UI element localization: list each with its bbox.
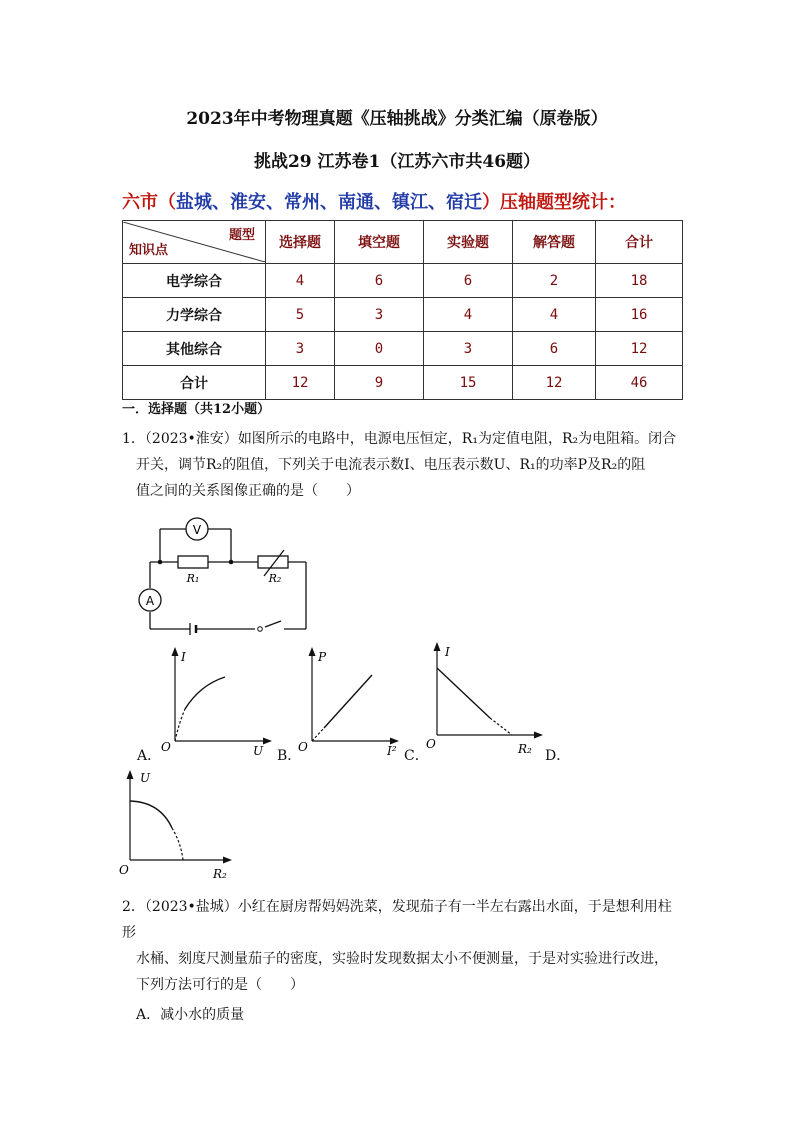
table-cell: 46 [596,366,683,400]
corner-bottom-label: 知识点 [129,243,169,258]
table-cell: 4 [266,264,335,298]
table-cell: 16 [596,298,683,332]
row-label: 电学综合 [123,264,266,298]
graph-b-y-label: P [318,650,327,664]
table-cell: 9 [335,366,424,400]
stats-heading-suffix: ）压轴题型统计： [482,192,626,213]
col-header: 解答题 [513,221,596,264]
doc-subtitle: 挑战29 江苏卷1（江苏六市共46题） [253,152,541,172]
table-cell: 2 [513,264,596,298]
table-row [123,366,683,400]
col-header: 合计 [596,221,683,264]
table-cell: 4 [424,298,513,332]
graph-b-x-label: I² [387,744,397,757]
col-header: 选择题 [266,221,335,264]
table-cell: 6 [335,264,424,298]
graph-a [155,645,275,757]
circuit-diagram [130,512,315,637]
graph-a-y-label: I [181,650,186,664]
section-title: 一．选择题（共12小题） [122,402,271,417]
graph-d-y-label: U [140,771,151,785]
table-cell: 3 [266,332,335,366]
table-cell: 12 [266,366,335,400]
row-label: 合计 [123,366,266,400]
question-1 [122,426,682,504]
table-cell: 6 [424,264,513,298]
graph-c-origin: O [426,737,436,751]
table-header-row [123,221,683,264]
table-cell: 12 [513,366,596,400]
table-row [123,332,683,366]
question-source: （2023•淮安） [144,431,238,447]
table-cell: 3 [335,298,424,332]
graph-d-origin: O [119,863,129,877]
table-cell: 0 [335,332,424,366]
row-label: 力学综合 [123,298,266,332]
table-row [123,264,683,298]
graph-a-x-label: U [253,744,264,757]
corner-top-label: 题型 [228,228,255,243]
row-label: 其他综合 [123,332,266,366]
stats-table [122,220,683,400]
table-row [123,298,683,332]
table-cell: 15 [424,366,513,400]
graph-c [420,642,545,757]
table-cell: 12 [596,332,683,366]
graph-b-origin: O [298,740,308,754]
option-a-text[interactable]: A．减小水的质量 [136,1007,245,1023]
question-text: 如图所示的电路中，电源电压恒定，R₁为定值电阻，R₂为电阻箱。闭合 [237,431,677,447]
r1-label: R₁ [186,572,200,585]
table-cell: 3 [424,332,513,366]
graph-d [115,768,240,886]
table-cell: 18 [596,264,683,298]
question-text: 下列方法可行的是（ ） [136,977,304,993]
graph-d-x-label: R₂ [213,867,227,881]
col-header: 填空题 [335,221,424,264]
col-header: 实验题 [424,221,513,264]
r2-label: R₂ [268,572,282,585]
graph-a-origin: O [161,740,171,754]
corner-cell [123,221,266,264]
option-a-label[interactable]: A． [137,748,162,764]
option-c-label[interactable]: C． [404,748,429,764]
graph-b [292,645,402,757]
doc-title: 2023年中考物理真题《压轴挑战》分类汇编（原卷版） [186,109,608,129]
question-text: 水桶、刻度尺测量茄子的密度，实验时发现数据太小不便测量，于是对实验进行改进， [136,951,668,967]
table-cell: 4 [513,298,596,332]
stats-heading [122,188,626,214]
question-text: 值之间的关系图像正确的是（ ） [136,483,360,499]
stats-heading-prefix: 六市（ [122,192,176,213]
ammeter-label: A [145,594,155,608]
question-text: 小红在厨房帮妈妈洗菜，发现茄子有一半左右露出水面，于是想利用柱形 [122,899,672,941]
voltmeter-label: V [192,523,202,537]
question-source: （2023•盐城） [144,899,238,915]
table-cell: 6 [513,332,596,366]
graph-c-y-label: I [445,645,450,659]
option-b-label[interactable]: B． [277,748,302,764]
question-number: 1． [122,431,145,447]
question-text: 开关，调节R₂的阻值，下列关于电流表示数I、电压表示数U、R₁的功率P及R₂的阻 [136,457,646,473]
graph-c-x-label: R₂ [518,742,532,756]
option-d-label[interactable]: D． [545,748,571,764]
stats-heading-cities: 盐城、淮安、常州、南通、镇江、宿迁 [176,192,482,213]
question-2 [122,894,682,1028]
table-cell: 5 [266,298,335,332]
question-number: 2． [122,899,145,915]
